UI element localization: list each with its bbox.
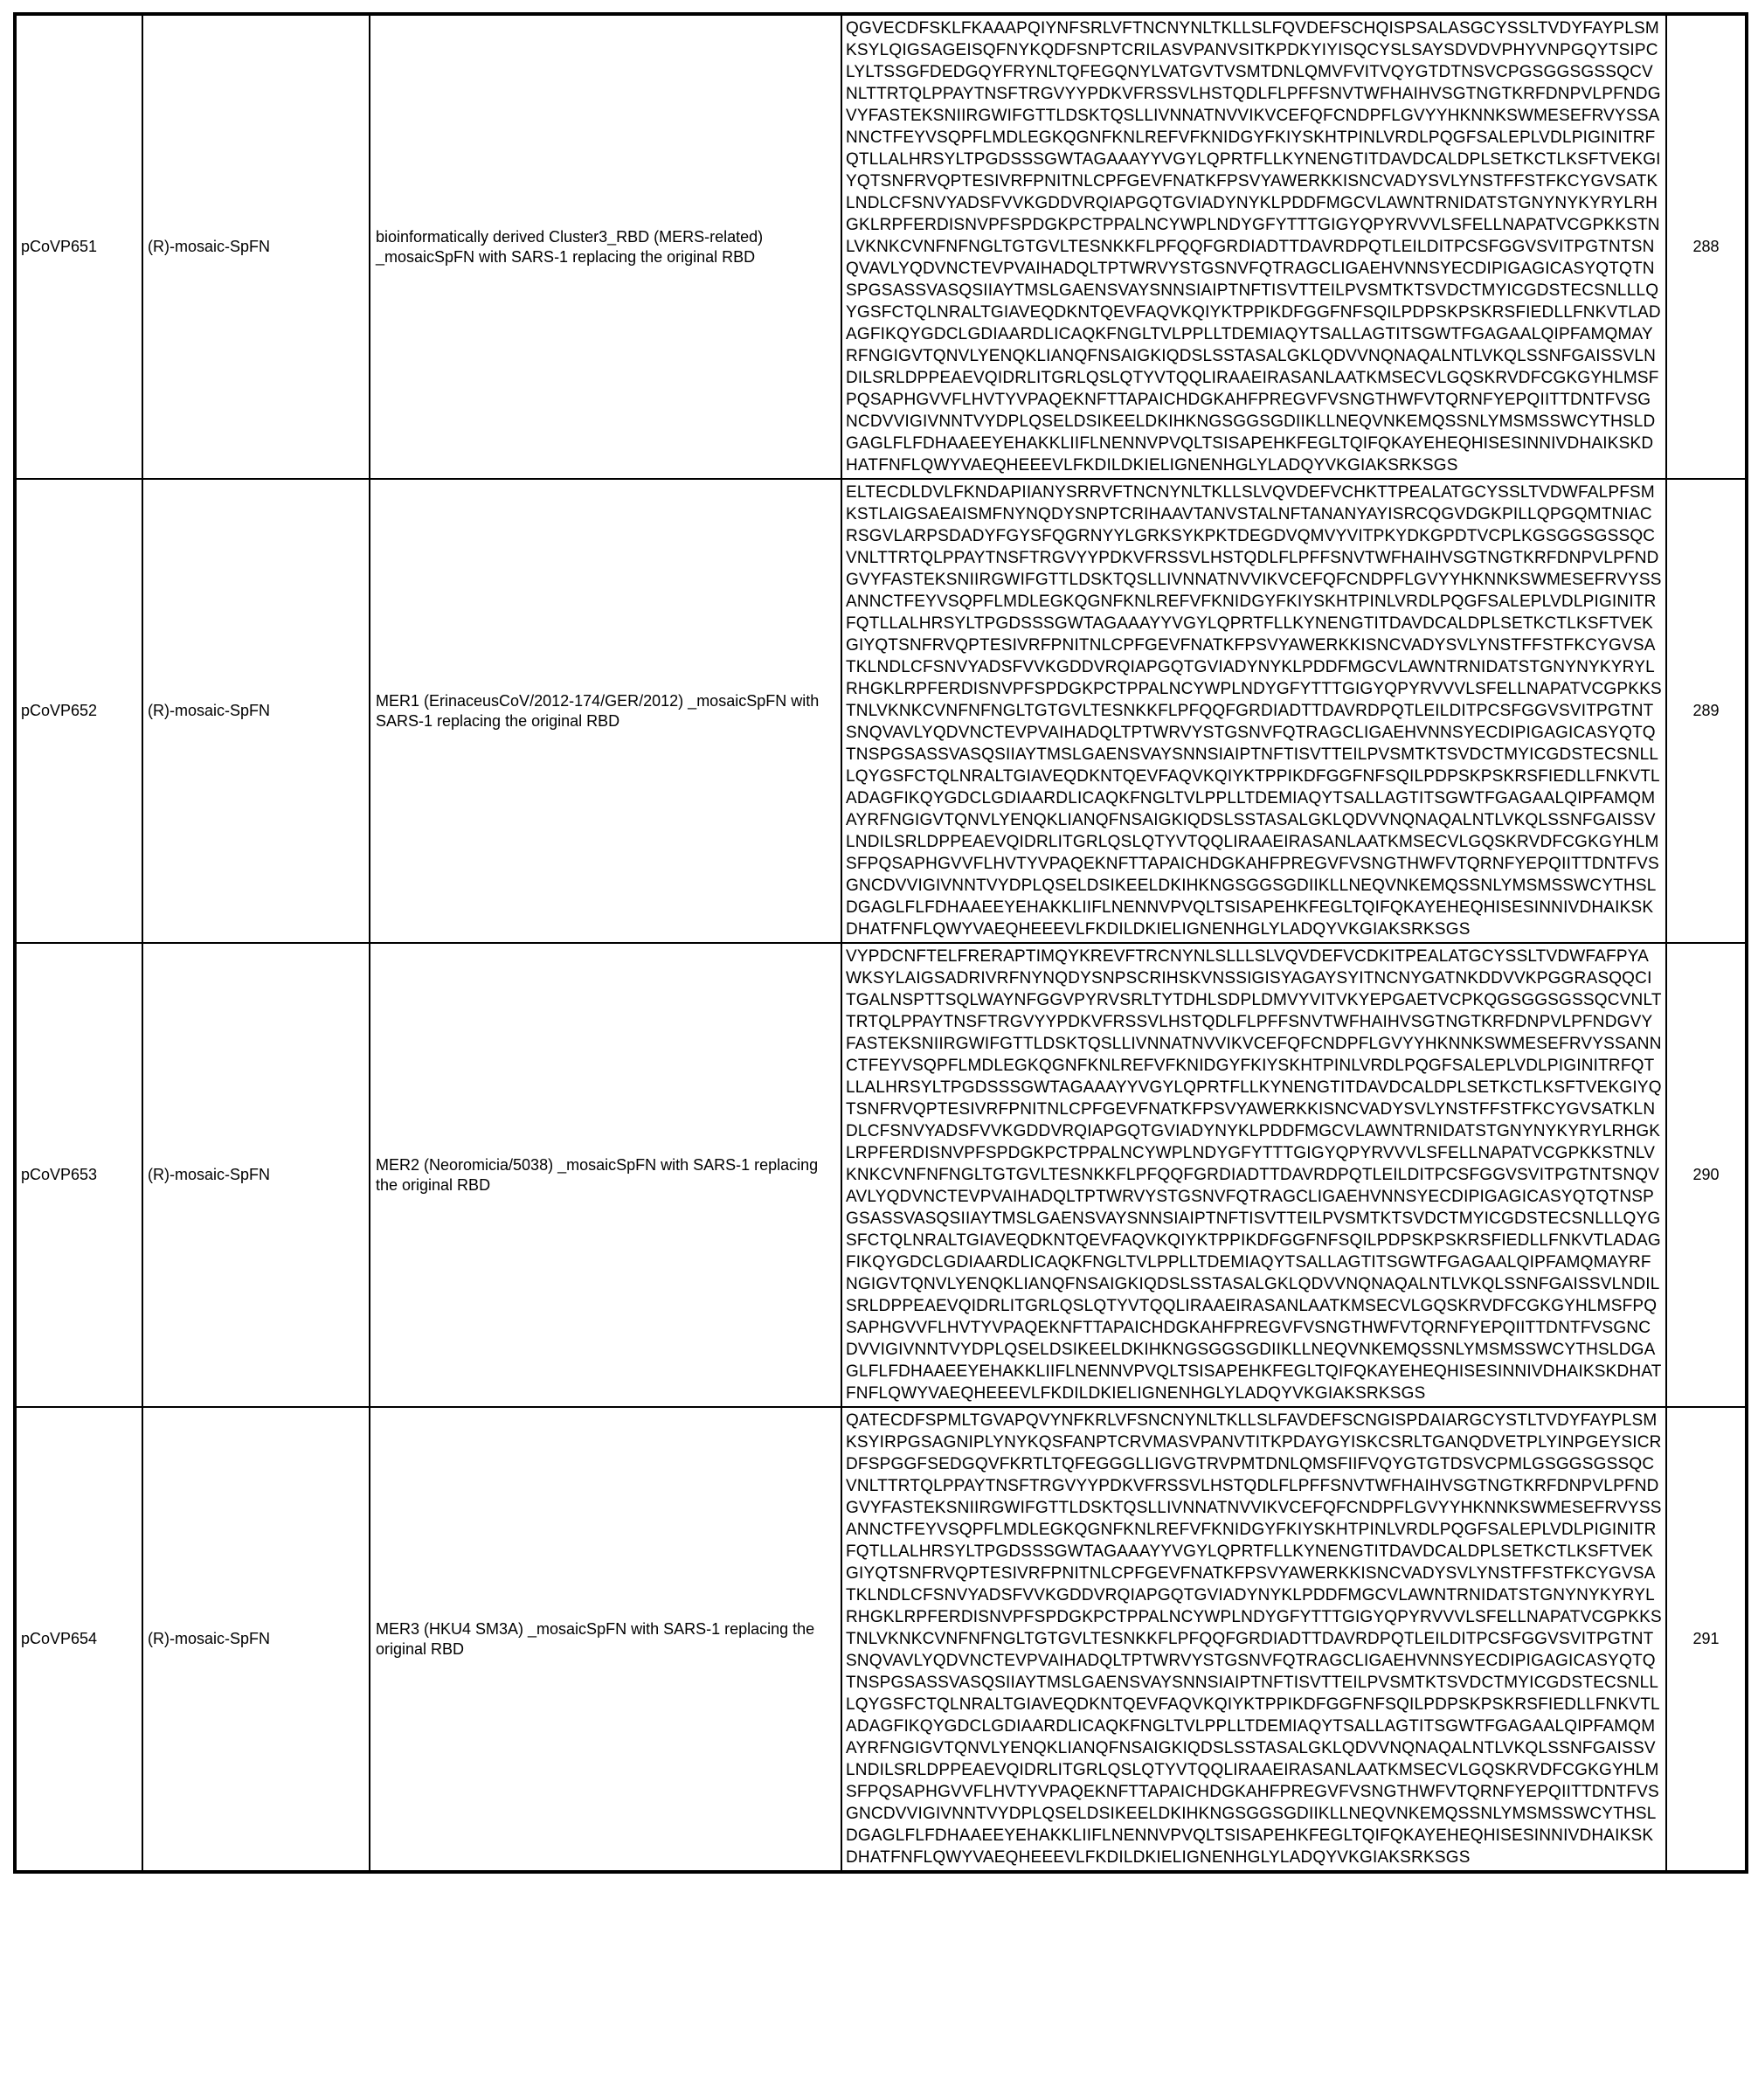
description-cell: MER2 (Neoromicia/5038) _mosaicSpFN with SARS-1 replacing the original RBD <box>370 943 841 1407</box>
construct-type-cell: (R)-mosaic-SpFN <box>142 1407 370 1872</box>
sequence-cell: QATECDFSPMLTGVAPQVYNFKRLVFSNCNYNLTKLLSLFAVDEFSCNGISPDAIARGCYSTLTVDYFAYPLSMKSYIRPGSAGNIPLYNYKQSFANPTCRVMASVPANVTITKPDAYGYISKCSRLTGANQDVETPLYINPGEYSICRDFSPGGFSEDGQVFKRTLTQFEGGGLLIGVGTRVPMTDNLQMSFIIFVQYGTGTDSVCPMLGSGGSGSSQCVNLTTRTQLPPAYTNSFTRGVYYPDKVFRSSVLHSTQDLFLPFFSNVTWFHAIHVSGTNGTKRFDNPVLPFNDGVYFASTEKSNIIRGWIFGTTLDSKTQSLLIVNNATNVVIKVCEFQFCNDPFLGVYYHKNNKSWMESEFRVYSSANNCTFEYVSQPFLMDLEGKQGNFKNLREFVFKNIDGYFKIYSKHTPINLVRDLPQGFSALEPLVDLPIGINITRFQTLLALHRSYLTPGDSSSGWTAGAAAYYVGYLQPRTFLLKYNENGTITDAVDCALDPLSETKCTLKSFTVEKGIYQTSNFRVQPTESIVRFPNITNLCPFGEVFNATKFPSVYAWERKKISNCVADYSVLYNSTFFSTFKCYGVSATKLNDLCFSNVYADSFVVKGDDVRQIAPGQTGVIADYNYKLPDDFMGCVLAWNTRNIDATSTGNYNYKYRYLRHGKLRPFERDISNVPFSPDGKPCTPPALNCYWPLNDYGFYTTTGIGYQPYRVVVLSFELLNAPATVCGPKKSTNLVKNKCVNFNFNGLTGTGVLTESNKKFLPFQQFGRDIADTTDAVRDPQTLEILDITPCSFGGVSVITPGTNTSNQVAVLYQDVNCTEVPVAIHADQLTPTWRVYSTGSNVFQTRAGCLIGAEHVNNSYECDIPIGAGICASYQTQTNSPGSASSVASQSIIAYTMSLGAENSVAYSNNSIAIPTNFTISVTTEILPVSMTKTSVDCTMYICGDSTECSNLLLQYGSFCTQLNRALTGIAVEQDKNTQEVFAQVKQIYKTPPIKDFGGFNFSQILPDPSKPSKRSFIEDLLFNKVTLADAGFIKQYGDCLGDIAARDLICAQKFNGLTVLPPLLTDEMIAQYTSALLAGTITSGWTFGAGAALQIPFAMQMAYRFNGIGVTQNVLYENQKLIANQFNSAIGKIQDSLSSTASALGKLQDVVNQNAQALNTLVKQLSSNFGAISSVLNDILSRLDPPEAEVQIDRLITGRLQSLQTYVTQQLIRAAEIRASANLAATKMSECVLGQSKRVDFCGKGYHLMSFPQSAPHGVVFLHVTYVPAQEKNFTTAPAICHDGKAHFPREGVFVSNGTHWFVTQRNFYEPQIITTDNTFVSGNCDVVIGIVNNTVYDPLQSELDSIKEELDKIHKNGSGGSGDIIKLLNEQVNKEMQSSNLYMSMSSWCYTHSLDGAGLFLFDHAAEEYEHAKKLIIFLNENNVPVQLTSISAPEHKFEGLTQIFQKAYEHEQHISESINNIVDHAIKSKDHATFNFLQWYVAEQHEEEVLFKDILDKIELIGNENHGLYLADQYVKGIAKSRKSGS <box>841 1407 1666 1872</box>
plasmid-id-cell: pCoVP652 <box>15 479 142 943</box>
seq-id-cell: 290 <box>1666 943 1747 1407</box>
plasmid-id-cell: pCoVP651 <box>15 14 142 479</box>
seq-id-cell: 291 <box>1666 1407 1747 1872</box>
description-cell: MER1 (ErinaceusCoV/2012-174/GER/2012) _mosaicSpFN with SARS-1 replacing the original RBD <box>370 479 841 943</box>
construct-type-cell: (R)-mosaic-SpFN <box>142 479 370 943</box>
sequence-cell: VYPDCNFTELFRERAPTIMQYKREVFTRCNYNLSLLLSLVQVDEFVCDKITPEALATGCYSSLTVDWFAFPYAWKSYLAIGSADRIVRFNYNQDYSNPSCRIHSKVNSSIGISYAGAYSYITNCNYGATNKDDVVKPGGRASQQCITGALNSPTTSQLWAYNFGGVPYRVSRLTYTDHLSDPLDMVYVITVKYEPGAETVCPKQGSGGSGSSQCVNLTTRTQLPPAYTNSFTRGVYYPDKVFRSSVLHSTQDLFLPFFSNVTWFHAIHVSGTNGTKRFDNPVLPFNDGVYFASTEKSNIIRGWIFGTTLDSKTQSLLIVNNATNVVIKVCEFQFCNDPFLGVYYHKNNKSWMESEFRVYSSANNCTFEYVSQPFLMDLEGKQGNFKNLREFVFKNIDGYFKIYSKHTPINLVRDLPQGFSALEPLVDLPIGINITRFQTLLALHRSYLTPGDSSSGWTAGAAAYYVGYLQPRTFLLKYNENGTITDAVDCALDPLSETKCTLKSFTVEKGIYQTSNFRVQPTESIVRFPNITNLCPFGEVFNATKFPSVYAWERKKISNCVADYSVLYNSTFFSTFKCYGVSATKLNDLCFSNVYADSFVVKGDDVRQIAPGQTGVIADYNYKLPDDFMGCVLAWNTRNIDATSTGNYNYKYRYLRHGKLRPFERDISNVPFSPDGKPCTPPALNCYWPLNDYGFYTTTGIGYQPYRVVVLSFELLNAPATVCGPKKSTNLVKNKCVNFNFNGLTGTGVLTESNKKFLPFQQFGRDIADTTDAVRDPQTLEILDITPCSFGGVSVITPGTNTSNQVAVLYQDVNCTEVPVAIHADQLTPTWRVYSTGSNVFQTRAGCLIGAEHVNNSYECDIPIGAGICASYQTQTNSPGSASSVASQSIIAYTMSLGAENSVAYSNNSIAIPTNFTISVTTEILPVSMTKTSVDCTMYICGDSTECSNLLLQYGSFCTQLNRALTGIAVEQDKNTQEVFAQVKQIYKTPPIKDFGGFNFSQILPDPSKPSKRSFIEDLLFNKVTLADAGFIKQYGDCLGDIAARDLICAQKFNGLTVLPPLLTDEMIAQYTSALLAGTITSGWTFGAGAALQIPFAMQMAYRFNGIGVTQNVLYENQKLIANQFNSAIGKIQDSLSSTASALGKLQDVVNQNAQALNTLVKQLSSNFGAISSVLNDILSRLDPPEAEVQIDRLITGRLQSLQTYVTQQLIRAAEIRASANLAATKMSECVLGQSKRVDFCGKGYHLMSFPQSAPHGVVFLHVTYVPAQEKNFTTAPAICHDGKAHFPREGVFVSNGTHWFVTQRNFYEPQIITTDNTFVSGNCDVVIGIVNNTVYDPLQSELDSIKEELDKIHKNGSGGSGDIIKLLNEQVNKEMQSSNLYMSMSSWCYTHSLDGAGLFLFDHAAEEYEHAKKLIIFLNENNVPVQLTSISAPEHKFEGLTQIFQKAYEHEQHISESINNIVDHAIKSKDHATFNFLQWYVAEQHEEEVLFKDILDKIELIGNENHGLYLADQYVKGIAKSRKSGS <box>841 943 1666 1407</box>
construct-type-cell: (R)-mosaic-SpFN <box>142 943 370 1407</box>
seq-id-cell: 289 <box>1666 479 1747 943</box>
seq-id-cell: 288 <box>1666 14 1747 479</box>
description-cell: MER3 (HKU4 SM3A) _mosaicSpFN with SARS-1 replacing the original RBD <box>370 1407 841 1872</box>
table-row <box>15 943 1747 1407</box>
sequence-cell: QGVECDFSKLFKAAAPQIYNFSRLVFTNCNYNLTKLLSLFQVDEFSCHQISPSALASGCYSSLTVDYFAYPLSMKSYLQIGSAGEISQFNYKQDFSNPTCRILASVPANVSITKPDKYIYISQCYSLSAYSDVDVPHYVNPGQYTSIPCLYLTSSGFDEDGQYFRYNLTQFEGQNYLVATGVTVSMTDNLQMVFVITVQYGTDTNSVCPGSGGSGSSQCVNLTTRTQLPPAYTNSFTRGVYYPDKVFRSSVLHSTQDLFLPFFSNVTWFHAIHVSGTNGTKRFDNPVLPFNDGVYFASTEKSNIIRGWIFGTTLDSKTQSLLIVNNATNVVIKVCEFQFCNDPFLGVYYHKNNKSWMESEFRVYSSANNCTFEYVSQPFLMDLEGKQGNFKNLREFVFKNIDGYFKIYSKHTPINLVRDLPQGFSALEPLVDLPIGINITRFQTLLALHRSYLTPGDSSSGWTAGAAAYYVGYLQPRTFLLKYNENGTITDAVDCALDPLSETKCTLKSFTVEKGIYQTSNFRVQPTESIVRFPNITNLCPFGEVFNATKFPSVYAWERKKISNCVADYSVLYNSTFFSTFKCYGVSATKLNDLCFSNVYADSFVVKGDDVRQIAPGQTGVIADYNYKLPDDFMGCVLAWNTRNIDATSTGNYNYKYRYLRHGKLRPFERDISNVPFSPDGKPCTPPALNCYWPLNDYGFYTTTGIGYQPYRVVVLSFELLNAPATVCGPKKSTNLVKNKCVNFNFNGLTGTGVLTESNKKFLPFQQFGRDIADTTDAVRDPQTLEILDITPCSFGGVSVITPGTNTSNQVAVLYQDVNCTEVPVAIHADQLTPTWRVYSTGSNVFQTRAGCLIGAEHVNNSYECDIPIGAGICASYQTQTNSPGSASSVASQSIIAYTMSLGAENSVAYSNNSIAIPTNFTISVTTEILPVSMTKTSVDCTMYICGDSTECSNLLLQYGSFCTQLNRALTGIAVEQDKNTQEVFAQVKQIYKTPPIKDFGGFNFSQILPDPSKPSKRSFIEDLLFNKVTLADAGFIKQYGDCLGDIAARDLICAQKFNGLTVLPPLLTDEMIAQYTSALLAGTITSGWTFGAGAALQIPFAMQMAYRFNGIGVTQNVLYENQKLIANQFNSAIGKIQDSLSSTASALGKLQDVVNQNAQALNTLVKQLSSNFGAISSVLNDILSRLDPPEAEVQIDRLITGRLQSLQTYVTQQLIRAAEIRASANLAATKMSECVLGQSKRVDFCGKGYHLMSFPQSAPHGVVFLHVTYVPAQEKNFTTAPAICHDGKAHFPREGVFVSNGTHWFVTQRNFYEPQIITTDNTFVSGNCDVVIGIVNNTVYDPLQSELDSIKEELDKIHKNGSGGSGDIIKLLNEQVNKEMQSSNLYMSMSSWCYTHSLDGAGLFLFDHAAEEYEHAKKLIIFLNENNVPVQLTSISAPEHKFEGLTQIFQKAYEHEQHISESINNIVDHAIKSKDHATFNFLQWYVAEQHEEEVLFKDILDKIELIGNENHGLYLADQYVKGIAKSRKSGS <box>841 14 1666 479</box>
plasmid-id-cell: pCoVP654 <box>15 1407 142 1872</box>
plasmid-id-cell: pCoVP653 <box>15 943 142 1407</box>
construct-type-cell: (R)-mosaic-SpFN <box>142 14 370 479</box>
plasmid-sequence-table <box>13 12 1748 1874</box>
table-row <box>15 479 1747 943</box>
table-row <box>15 1407 1747 1872</box>
description-cell: bioinformatically derived Cluster3_RBD (MERS-related) _mosaicSpFN with SARS-1 replacing the original RBD <box>370 14 841 479</box>
sequence-cell: ELTECDLDVLFKNDAPIIANYSRRVFTNCNYNLTKLLSLVQVDEFVCHKTTPEALATGCYSSLTVDWFALPFSMKSTLAIGSAEAISMFNYNQDYSNPTCRIHAAVTANVSTALNFTANANYAYISRCQGVDGKPILLQPGQMTNIACRSGVLARPSDADYFGYSFQGRNYYLGRKSYKPKTDEGDVQMVYVITPKYDKGPDTVCPLKGSGGSGSSQCVNLTTRTQLPPAYTNSFTRGVYYPDKVFRSSVLHSTQDLFLPFFSNVTWFHAIHVSGTNGTKRFDNPVLPFNDGVYFASTEKSNIIRGWIFGTTLDSKTQSLLIVNNATNVVIKVCEFQFCNDPFLGVYYHKNNKSWMESEFRVYSSANNCTFEYVSQPFLMDLEGKQGNFKNLREFVFKNIDGYFKIYSKHTPINLVRDLPQGFSALEPLVDLPIGINITRFQTLLALHRSYLTPGDSSSGWTAGAAAYYVGYLQPRTFLLKYNENGTITDAVDCALDPLSETKCTLKSFTVEKGIYQTSNFRVQPTESIVRFPNITNLCPFGEVFNATKFPSVYAWERKKISNCVADYSVLYNSTFFSTFKCYGVSATKLNDLCFSNVYADSFVVKGDDVRQIAPGQTGVIADYNYKLPDDFMGCVLAWNTRNIDATSTGNYNYKYRYLRHGKLRPFERDISNVPFSPDGKPCTPPALNCYWPLNDYGFYTTTGIGYQPYRVVVLSFELLNAPATVCGPKKSTNLVKNKCVNFNFNGLTGTGVLTESNKKFLPFQQFGRDIADTTDAVRDPQTLEILDITPCSFGGVSVITPGTNTSNQVAVLYQDVNCTEVPVAIHADQLTPTWRVYSTGSNVFQTRAGCLIGAEHVNNSYECDIPIGAGICASYQTQTNSPGSASSVASQSIIAYTMSLGAENSVAYSNNSIAIPTNFTISVTTEILPVSMTKTSVDCTMYICGDSTECSNLLLQYGSFCTQLNRALTGIAVEQDKNTQEVFAQVKQIYKTPPIKDFGGFNFSQILPDPSKPSKRSFIEDLLFNKVTLADAGFIKQYGDCLGDIAARDLICAQKFNGLTVLPPLLTDEMIAQYTSALLAGTITSGWTFGAGAALQIPFAMQMAYRFNGIGVTQNVLYENQKLIANQFNSAIGKIQDSLSSTASALGKLQDVVNQNAQALNTLVKQLSSNFGAISSVLNDILSRLDPPEAEVQIDRLITGRLQSLQTYVTQQLIRAAEIRASANLAATKMSECVLGQSKRVDFCGKGYHLMSFPQSAPHGVVFLHVTYVPAQEKNFTTAPAICHDGKAHFPREGVFVSNGTHWFVTQRNFYEPQIITTDNTFVSGNCDVVIGIVNNTVYDPLQSELDSIKEELDKIHKNGSGGSGDIIKLLNEQVNKEMQSSNLYMSMSSWCYTHSLDGAGLFLFDHAAEEYEHAKKLIIFLNENNVPVQLTSISAPEHKFEGLTQIFQKAYEHEQHISESINNIVDHAIKSKDHATFNFLQWYVAEQHEEEVLFKDILDKIELIGNENHGLYLADQYVKGIAKSRKSGS <box>841 479 1666 943</box>
table-row <box>15 14 1747 479</box>
